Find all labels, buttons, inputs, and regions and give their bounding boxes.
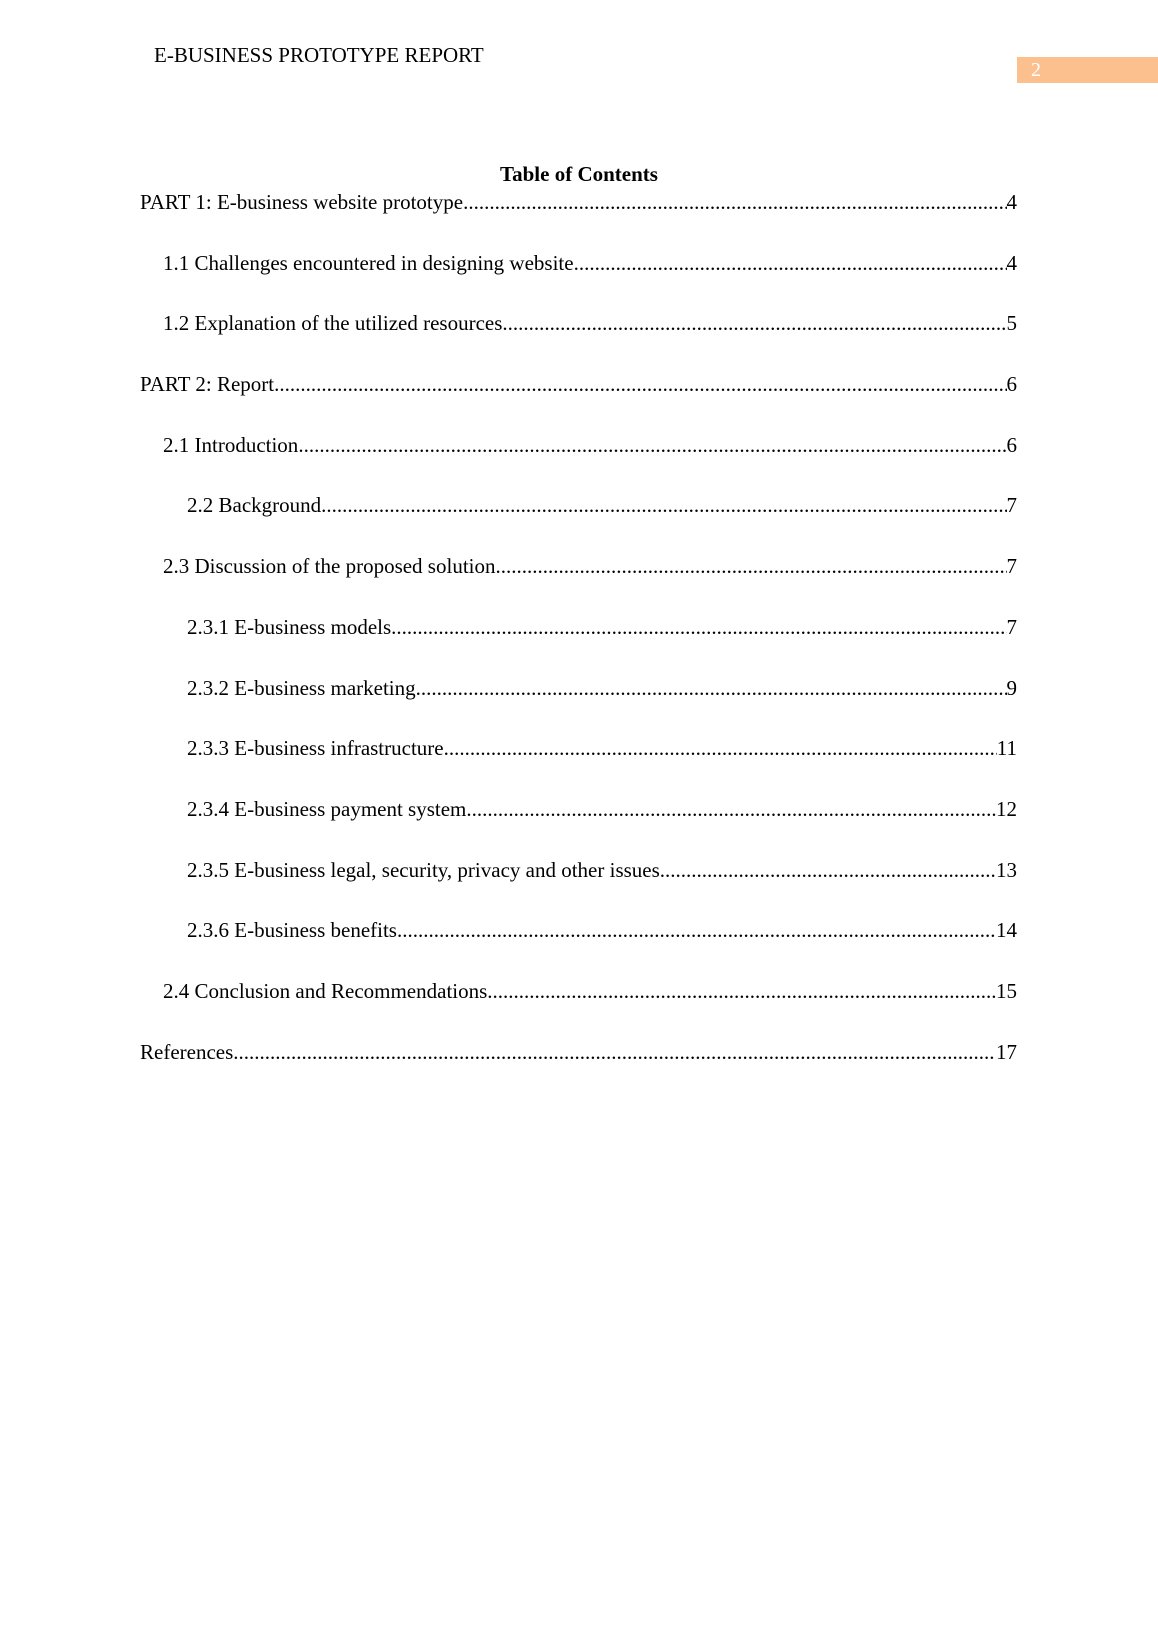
toc-entry[interactable] bbox=[140, 554, 1017, 578]
dot-leader bbox=[397, 918, 996, 942]
toc-entry[interactable] bbox=[140, 736, 1017, 760]
toc-entry-label: 2.4 Conclusion and Recommendations bbox=[163, 978, 488, 1003]
page-number-badge: 2 bbox=[1017, 57, 1158, 83]
toc-entry[interactable] bbox=[140, 1040, 1017, 1064]
toc-entry-label: 1.1 Challenges encountered in designing website bbox=[163, 250, 574, 275]
toc-entry-page: 6 bbox=[1006, 372, 1017, 397]
dot-leader bbox=[466, 797, 996, 821]
toc-entry-page: 14 bbox=[996, 918, 1017, 943]
toc-entry-label: PART 2: Report bbox=[140, 372, 275, 397]
toc-entry-label: 2.1 Introduction bbox=[163, 432, 299, 457]
toc-entry-page: 11 bbox=[996, 736, 1017, 761]
dot-leader bbox=[574, 251, 1007, 275]
table-of-contents bbox=[140, 190, 1017, 1100]
toc-entry-page: 13 bbox=[996, 857, 1017, 882]
toc-entry-page: 7 bbox=[1006, 614, 1017, 639]
toc-entry-label: 2.3.1 E-business models bbox=[187, 614, 392, 639]
toc-entry-page: 12 bbox=[996, 796, 1017, 821]
toc-entry-label: References bbox=[140, 1039, 234, 1064]
toc-entry[interactable] bbox=[140, 493, 1017, 517]
dot-leader bbox=[502, 311, 1006, 335]
toc-entry-page: 9 bbox=[1006, 675, 1017, 700]
dot-leader bbox=[444, 736, 997, 760]
toc-entry-label: PART 1: E-business website prototype bbox=[140, 190, 464, 214]
dot-leader bbox=[660, 858, 996, 882]
toc-entry-label: 2.2 Background bbox=[187, 493, 322, 518]
toc-entry[interactable] bbox=[140, 918, 1017, 942]
toc-entry-label: 2.3 Discussion of the proposed solution bbox=[163, 554, 496, 579]
toc-entry-page: 5 bbox=[1006, 311, 1017, 336]
toc-entry-label: 2.3.5 E-business legal, security, privacy and other issues bbox=[187, 857, 660, 882]
toc-entry-page: 17 bbox=[996, 1039, 1017, 1064]
toc-entry-label: 2.3.6 E-business benefits bbox=[187, 918, 397, 943]
dot-leader bbox=[416, 676, 1007, 700]
toc-entry[interactable] bbox=[140, 190, 1017, 214]
toc-entry[interactable] bbox=[140, 311, 1017, 335]
toc-entry[interactable] bbox=[140, 979, 1017, 1003]
toc-entry-label: 1.2 Explanation of the utilized resources bbox=[163, 311, 503, 336]
dot-leader bbox=[463, 190, 1006, 214]
toc-entry[interactable] bbox=[140, 797, 1017, 821]
toc-title: Table of Contents bbox=[500, 162, 658, 186]
dot-leader bbox=[321, 493, 1006, 517]
dot-leader bbox=[495, 554, 1006, 578]
toc-entry[interactable] bbox=[140, 676, 1017, 700]
toc-entry-page: 7 bbox=[1006, 554, 1017, 579]
toc-entry-page: 6 bbox=[1006, 432, 1017, 457]
dot-leader bbox=[233, 1040, 996, 1064]
toc-entry[interactable] bbox=[140, 433, 1017, 457]
toc-entry-label: 2.3.4 E-business payment system bbox=[187, 796, 467, 821]
dot-leader bbox=[487, 979, 996, 1003]
toc-entry-page: 7 bbox=[1006, 493, 1017, 518]
toc-entry-page: 4 bbox=[1006, 250, 1017, 275]
dot-leader bbox=[391, 615, 1006, 639]
toc-entry[interactable] bbox=[140, 858, 1017, 882]
toc-entry[interactable] bbox=[140, 251, 1017, 275]
toc-entry-label: 2.3.2 E-business marketing bbox=[187, 675, 416, 700]
toc-entry[interactable] bbox=[140, 372, 1017, 396]
toc-entry-label: 2.3.3 E-business infrastructure bbox=[187, 736, 444, 761]
dot-leader bbox=[298, 433, 1006, 457]
toc-entry[interactable] bbox=[140, 615, 1017, 639]
toc-entry-page: 15 bbox=[996, 978, 1017, 1003]
dot-leader bbox=[274, 372, 1006, 396]
running-header: E-BUSINESS PROTOTYPE REPORT bbox=[154, 43, 484, 67]
toc-entry-page: 4 bbox=[1006, 190, 1017, 214]
